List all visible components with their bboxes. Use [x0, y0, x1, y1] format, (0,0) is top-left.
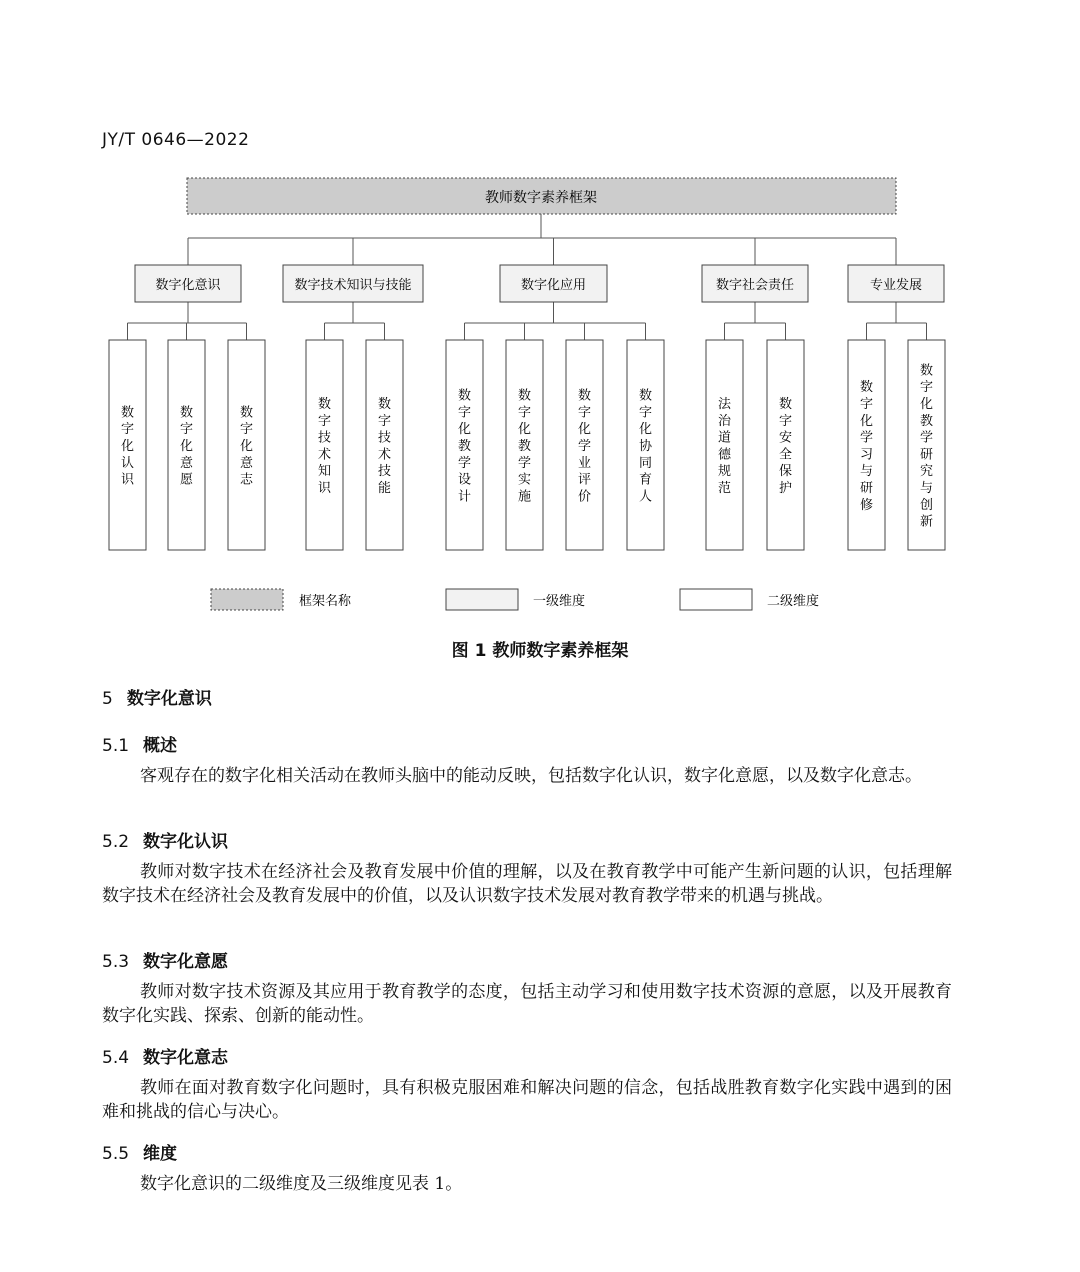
legend-swatch-level1 [446, 589, 518, 610]
level2-char: 数 [120, 405, 135, 421]
level2-char: 数 [377, 397, 392, 412]
section-5-3-text: 教师对数字技术资源及其应用于教育教学的态度，包括主动学习和使用数字技术资源的意愿，以及开展教育数字化实践、探索、创新的能动性。 [102, 982, 952, 1026]
section-title: 数字化认识 [143, 832, 229, 852]
level2-char: 化 [517, 422, 532, 438]
section-title: 概述 [143, 736, 178, 756]
level2-char: 化 [457, 422, 472, 438]
level2-char: 字 [120, 422, 135, 438]
section-5-2-heading [102, 827, 228, 852]
level2-char: 化 [859, 413, 874, 429]
level2-char: 人 [638, 489, 653, 505]
level2-char: 技 [377, 430, 392, 446]
level2-char: 数 [317, 397, 332, 412]
level2-char: 学 [457, 455, 472, 471]
legend-swatch-level2 [680, 589, 752, 610]
section-5-3-heading [102, 947, 228, 972]
section-5-5-heading [102, 1139, 177, 1164]
level2-char: 字 [517, 405, 532, 421]
section-number: 5.3 [102, 952, 130, 972]
level2-label [578, 388, 591, 505]
level2-char: 化 [638, 422, 653, 438]
legend-label-level2: 二级维度 [767, 594, 820, 609]
level2-char: 研 [919, 447, 934, 463]
level1-label: 数字化意识 [155, 278, 221, 293]
level2-char: 与 [859, 464, 874, 480]
level2-char: 护 [778, 481, 793, 496]
level2-label [639, 388, 653, 505]
level2-char: 字 [377, 413, 392, 429]
level2-char: 数 [457, 388, 472, 404]
level2-char: 技 [377, 464, 392, 480]
level2-char: 知 [317, 464, 332, 480]
level2-char: 字 [778, 413, 793, 429]
level2-group [109, 340, 945, 550]
level2-char: 业 [577, 455, 592, 471]
level2-label [121, 404, 135, 487]
level2-char: 化 [179, 439, 194, 454]
level2-char: 数 [638, 388, 653, 404]
legend [211, 589, 819, 610]
level2-char: 字 [577, 405, 592, 421]
section-number: 5.4 [102, 1048, 130, 1068]
level2-char: 数 [859, 380, 874, 396]
level2-char: 数 [239, 405, 254, 421]
level2-char: 数 [778, 397, 793, 412]
level2-char: 修 [859, 497, 874, 513]
level1-label: 数字社会责任 [715, 278, 795, 293]
level2-char: 新 [919, 514, 934, 530]
level2-label [240, 404, 254, 487]
section-number: 5.1 [102, 736, 130, 756]
level2-char: 法 [717, 397, 732, 412]
section-5-1-text: 客观存在的数字化相关活动在教师头脑中的能动反映，包括数字化认识，数字化意愿，以及数字化意志。 [140, 766, 922, 786]
section-5-1-heading [102, 731, 177, 756]
level2-char: 字 [638, 405, 653, 421]
legend-swatch-root [211, 589, 283, 610]
level2-char: 化 [919, 397, 934, 412]
level2-char: 评 [577, 472, 592, 488]
level2-char: 字 [317, 413, 332, 429]
level2-char: 实 [517, 472, 532, 488]
level2-label [518, 388, 531, 505]
level2-char: 教 [457, 439, 472, 454]
section-title: 数字化意志 [143, 1048, 229, 1068]
level2-char: 全 [778, 447, 793, 463]
level2-char: 研 [859, 481, 874, 496]
section-number: 5.2 [102, 832, 130, 852]
level2-char: 设 [457, 472, 472, 488]
level2-char: 意 [239, 455, 254, 471]
level2-char: 治 [717, 413, 732, 429]
section-title: 数字化意愿 [143, 952, 229, 972]
section-title: 数字化意识 [126, 689, 212, 709]
section-5-5-text: 数字化意识的二级维度及三级维度见表 1。 [140, 1174, 463, 1194]
level2-char: 学 [919, 430, 934, 446]
level2-char: 愿 [179, 472, 194, 488]
level2-char: 数 [517, 388, 532, 404]
root-label: 教师数字素养框架 [485, 190, 597, 206]
level2-char: 字 [457, 405, 472, 421]
figure-caption: 图 1 教师数字素养框架 [451, 641, 629, 661]
level2-char: 同 [638, 455, 653, 471]
level2-char: 规 [717, 464, 732, 480]
level2-char: 志 [239, 472, 254, 488]
level2-char: 道 [717, 430, 732, 446]
section-number: 5 [102, 689, 113, 709]
level1-label: 专业发展 [869, 278, 923, 293]
level2-char: 习 [859, 447, 874, 463]
level2-char: 协 [638, 439, 653, 454]
standard-code: JY/T 0646—2022 [102, 130, 250, 150]
level1-label: 数字化应用 [520, 278, 587, 293]
level2-char: 数 [179, 405, 194, 421]
section-5-4-text: 教师在面对教育数字化问题时，具有积极克服困难和解决问题的信念，包括战胜教育数字化实践中遇到的困难和挑战的信心与决心。 [102, 1078, 952, 1122]
level2-char: 字 [919, 380, 934, 396]
level2-char: 数 [919, 363, 934, 379]
framework-diagram [0, 0, 1080, 630]
level2-char: 数 [577, 388, 592, 404]
level2-char: 字 [179, 422, 194, 438]
level2-char: 价 [577, 489, 592, 505]
level2-label [180, 404, 193, 487]
level2-char: 能 [377, 481, 392, 496]
level1-group [135, 265, 944, 302]
level2-char: 认 [120, 455, 135, 471]
level2-char: 创 [919, 497, 934, 513]
level2-char: 施 [517, 489, 532, 505]
legend-label-root: 框架名称 [299, 594, 352, 609]
level2-char: 安 [778, 430, 793, 446]
level2-char: 字 [859, 397, 874, 412]
level2-char: 教 [919, 413, 934, 429]
level2-char: 术 [377, 447, 392, 463]
section-5-4-heading [102, 1043, 228, 1068]
level2-label [458, 388, 471, 505]
level2-char: 与 [919, 481, 934, 496]
level1-label: 数字技术知识与技能 [294, 278, 412, 293]
section-number: 5.5 [102, 1144, 130, 1164]
level2-char: 育 [638, 472, 653, 488]
level2-char: 计 [457, 489, 472, 505]
level2-char: 识 [120, 472, 135, 488]
level2-char: 术 [317, 447, 332, 463]
level2-char: 字 [239, 422, 254, 438]
level2-char: 究 [919, 464, 934, 480]
section-5-2-text: 教师对数字技术在经济社会及教育发展中价值的理解，以及在教育教学中可能产生新问题的认识，包括理解数字技术在经济社会及教育发展中的价值，以及认识数字技术发展对教育教学带来的机遇与挑战。 [102, 862, 952, 906]
level2-char: 德 [717, 447, 732, 463]
level2-char: 技 [317, 430, 332, 446]
level2-char: 保 [778, 464, 793, 480]
level2-char: 范 [717, 481, 732, 496]
legend-label-level1: 一级维度 [533, 594, 586, 609]
level2-char: 学 [577, 439, 592, 454]
level2-char: 化 [577, 422, 592, 438]
level2-char: 化 [239, 439, 254, 454]
section-5-heading [102, 684, 212, 709]
level2-char: 识 [317, 481, 332, 496]
level2-char: 教 [517, 439, 532, 454]
level2-char: 意 [179, 455, 194, 471]
section-title: 维度 [143, 1144, 178, 1164]
level2-char: 学 [517, 455, 532, 471]
level2-char: 化 [120, 439, 135, 454]
level2-char: 学 [859, 430, 874, 446]
